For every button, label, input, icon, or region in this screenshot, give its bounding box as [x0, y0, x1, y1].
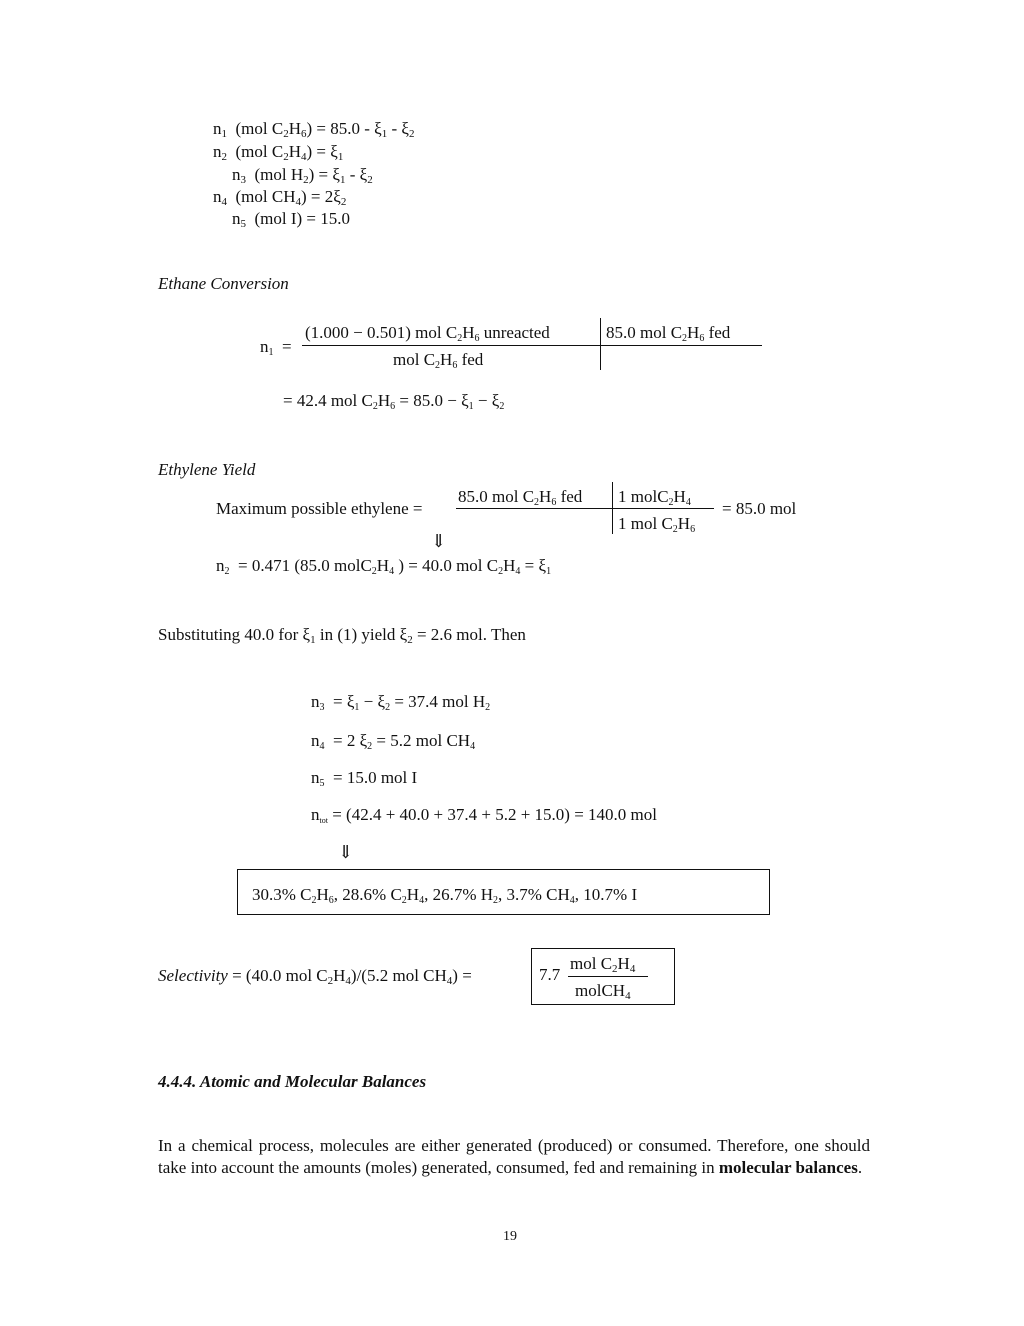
ethane-factor: 85.0 mol $C_2H_6$ fed — [606, 323, 731, 344]
species-n4: $n_4$ (mol $CH_4) = 2\xi_2$ — [213, 187, 347, 208]
species-n3: $n_3$ (mol $H_2) = \xi_1 - \xi_2$ — [232, 165, 373, 186]
selectivity-numerator: mol $C_2H_4$ — [570, 954, 636, 975]
species-n5: $n_5$ (mol I) = 15.0 — [232, 209, 351, 230]
down-arrow-icon: ⇓ — [431, 531, 447, 551]
heading-ethylene-yield: Ethylene Yield — [158, 460, 256, 479]
ethane-numerator: (1.000 − 0.501) mol $C_2H_6$ unreacted — [305, 323, 550, 344]
selectivity-line: Selectivity = (40.0 mol $C_2H_4)/(5.2$ mol $CH_4$) = — [158, 966, 472, 987]
ethylene-result: = 85.0 mol — [722, 499, 797, 518]
result-ntot: $n_{tot} = (42.4 + 40.0 + 37.4 + 5.2 + 15.0) = 140.0$ mol — [311, 805, 657, 825]
heading-ethane-conversion: Ethane Conversion — [158, 274, 289, 293]
ethane-lhs: $n_1$ = — [260, 337, 292, 358]
selectivity-fraction-bar — [568, 976, 648, 977]
species-n1: $n_1$ (mol $C_2H_6) = 85.0 - \xi_1 - \xi_2$ — [213, 119, 415, 140]
selectivity-denominator: molCH$_4$ — [575, 981, 631, 1002]
ethylene-conv-numerator: 1 $molC_2H_4$ — [618, 487, 691, 508]
composition-values: 30.3% $C_2H_6$, 28.6% $C_2H_4$, 26.7% $H_2$, 3.7% $CH_4$, 10.7% I — [252, 886, 638, 903]
ethylene-conv-denominator: 1 mol $C_2H_6$ — [618, 514, 696, 535]
result-n5: $n_5 = 15.0$ mol I — [311, 768, 418, 789]
ethane-divider — [600, 318, 601, 370]
page-number: 19 — [503, 1229, 517, 1244]
ethylene-divider — [612, 482, 613, 534]
ethylene-numerator: 85.0 mol $C_2H_6$ fed — [458, 487, 583, 508]
ethane-result: = 42.4 mol $C_2H_6 = 85.0 - \xi_1 - \xi_2$ — [283, 391, 505, 412]
paragraph: In a chemical process, molecules are either generated (produced) or consumed. Therefore, one should take into account the amounts (moles) generated, consumed, fed and remaining in molecular balances. — [158, 1136, 870, 1177]
section-heading: 4.4.4. Atomic and Molecular Balances — [158, 1072, 427, 1091]
species-n2: $n_2$ (mol $C_2H_4) = \xi_1$ — [213, 142, 344, 163]
result-n3: $n_3 = \xi_1 - \xi_2 = 37.4$ mol $H_2$ — [311, 692, 491, 713]
down-arrow-icon-2: ⇓ — [338, 842, 354, 862]
selectivity-value: 7.7 — [539, 965, 561, 984]
ethane-fraction-bar — [302, 345, 762, 346]
ethylene-n2-line: $n_2 = 0.471$ (85.0 $molC_2H_4$ ) = 40.0 mol $C_2H_4 = \xi_1$ — [216, 556, 552, 577]
ethane-denominator: mol $C_2H_6$ fed — [393, 350, 484, 371]
result-n4: $n_4 = 2$ $\xi_2 = 5.2$ mol $CH_4$ — [311, 731, 476, 752]
substituting-line: Substituting 40.0 for $\xi_1$ in (1) yield $\xi_2 = 2.6$ mol. Then — [158, 625, 526, 646]
ethylene-label: Maximum possible ethylene = — [216, 499, 423, 518]
ethylene-fraction-bar — [456, 508, 714, 509]
